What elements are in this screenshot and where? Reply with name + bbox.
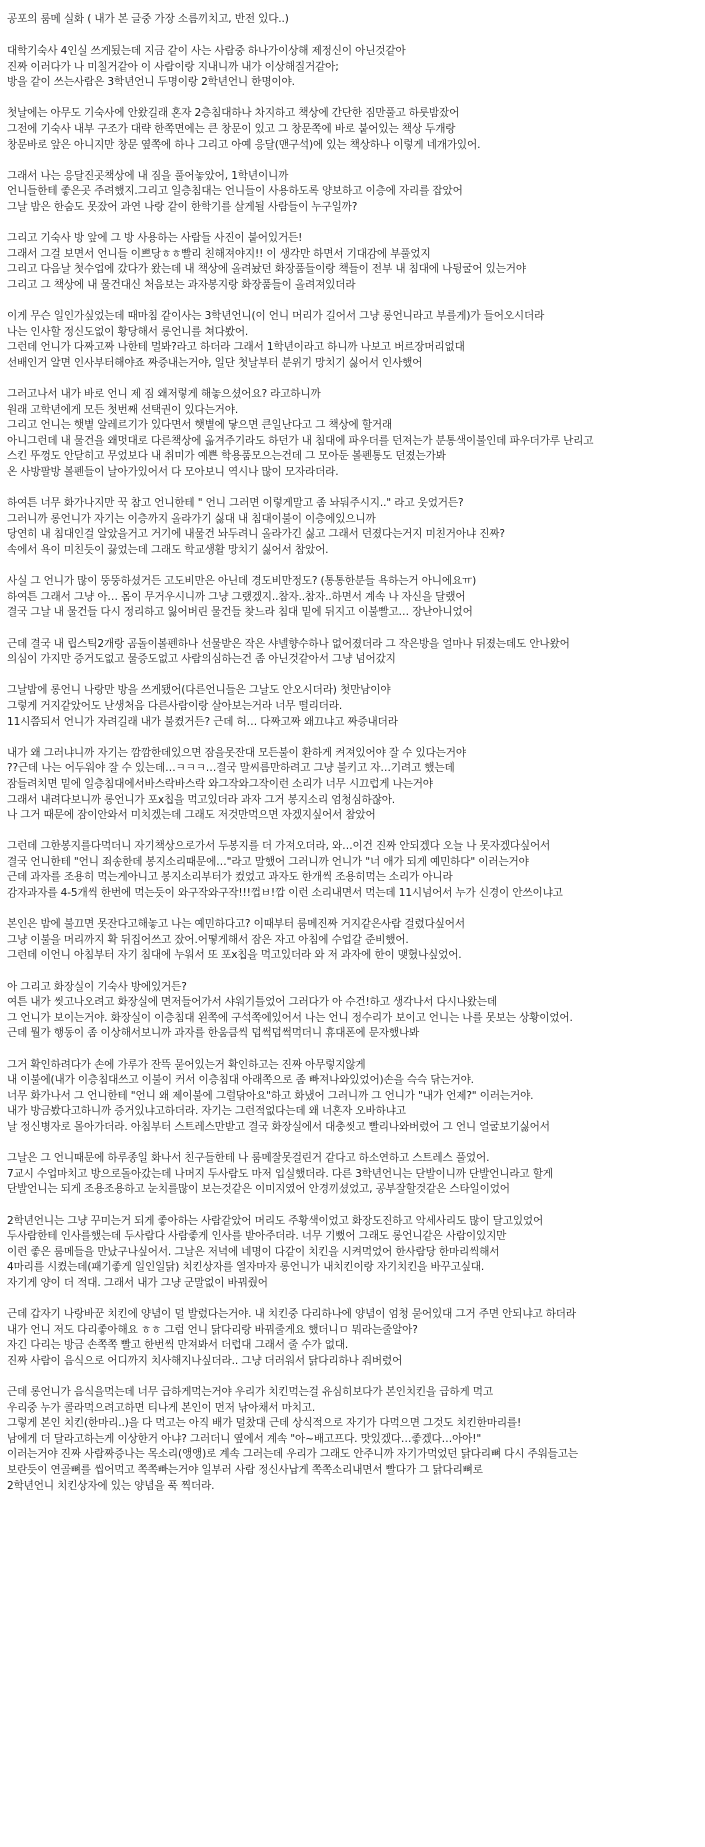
text-line: 11시쯤되서 언니가 자려길래 내가 불켰거든? 근데 허… 다짜고짜 왜끄냐고 짜증내더라 (7, 715, 398, 728)
text-line: 그 언니가 보이는거야. 화장실이 이층침대 왼쪽에 구석쪽에있어서 나는 언니 정수리가 보이고 언니는 나를 못보는 상황이었어. (7, 1011, 573, 1024)
text-line: 잠들려치면 밑에 일층침대에서바스락바스락 와그작와그작이런 소리가 너무 시끄럽게 나는거야 (7, 777, 433, 790)
text-line: 그런데 그한봉지를다먹더니 자기책상으로가서 두봉지를 더 가져오더라, 와…이건 진짜 안되겠다 오늘 나 못자겠다싶어서 (7, 840, 551, 853)
text-line: 스킨 뚜껑도 안닫히고 무었보다 내 취미가 예쁜 학용품모으는건데 그 모아둔 볼펜통도 던졌는가봐 (7, 450, 446, 463)
paragraph (7, 917, 695, 964)
text-line: 진짜 이러다가 나 미칠거같아 이 사람이랑 지내니까 내가 이상해질거같아; (7, 60, 339, 73)
paragraph (7, 169, 695, 216)
text-line: 너무 화가나서 그 언니한테 "언니 왜 제이불에 그럴닦아요"하고 화냈어 그러니까 그 언니가 "내가 언제?" 이러는거야. (7, 1089, 534, 1102)
text-line: 그래서 내려다보니까 롱언니가 포x칩을 먹고있더라 과자 그거 봉지소리 엄청심하잖아. (7, 793, 395, 806)
text-line: 우리중 누가 콜라먹으려고하면 티나게 본인이 먼저 낚아채서 마치고. (7, 1401, 316, 1414)
text-line: 그냥 이불을 머리까지 확 뒤집어쓰고 잤어.어떻게해서 잠은 자고 아침에 수업갈 준비했어. (7, 933, 409, 946)
text-line: 방을 같이 쓰는사람은 3학년언니 두명이랑 2학년언니 한명이야. (7, 76, 295, 89)
text-line: 창문바로 앞은 아니지만 창문 옆쪽에 하나 그리고 아예 응달(맨구석)에 있는 책상하나 이렇게 네개가있어. (7, 138, 481, 151)
text-line: 그런데 이언니 아침부터 자기 침대에 누워서 또 포x칩을 먹고있더라 와 저 과자에 한이 맺혔나싶었어. (7, 949, 462, 962)
text-line: 근데 뭘가 행동이 좀 이상해서보니까 과자를 한움큼씩 덥썩덥썩먹더니 휴대폰에 문자했나봐 (7, 1027, 420, 1040)
text-line: 여튼 내가 씻고나오려고 화장실에 면저들어가서 샤워기틀었어 그러다가 아 수건!하고 생각나서 다시나왔는데 (7, 996, 498, 1009)
paragraph (7, 231, 695, 293)
paragraph (7, 683, 695, 730)
text-line: 진짜 사람이 음식으로 어디까지 치사해지나싶더라.. 그냥 더러워서 닭다리하나 줘버렸어 (7, 1354, 403, 1367)
text-line: 이게 무슨 일인가싶었는데 때마침 같이사는 3학년언니(이 언니 머리가 길어서 그냥 롱언니라고 부를게)가 들어오시더라 (7, 310, 545, 323)
post-content (7, 44, 695, 1494)
text-line: 그렇게 본인 치킨(한마리..)을 다 먹고는 아직 배가 덜찼대 근데 상식적으로 자기가 다먹으면 그것도 치킨한마리를! (7, 1417, 522, 1430)
text-line: 2학년언니는 그냥 꾸미는거 되게 좋아하는 사람같았어 머리도 주황색이었고 화장도진하고 악세사리도 많이 달고있었어 (7, 1214, 544, 1227)
text-line: 당연히 내 침대인걸 알았을거고 거기에 내물건 놔두려니 올라가긴 싫고 그래서 던졌다는거지 미친거아냐 진짜? (7, 528, 505, 541)
text-line: 아 그리고 화장실이 기숙사 방에있거든? (7, 980, 187, 993)
text-line: 2학년언니 치킨상자에 있는 양념을 푹 찍더라. (7, 1479, 215, 1492)
text-line: 속에서 욕이 미친듯이 끓었는데 그래도 학교생활 망치기 싫어서 참았어. (7, 544, 329, 556)
text-line: 그전에 기숙사 내부 구조가 대략 한쪽면에는 큰 창문이 있고 그 창문쪽에 바로 붙어있는 책상 두개랑 (7, 122, 456, 135)
text-line: 남에게 더 달라고하는게 이상한거 아냐? 그러더니 옆에서 계속 "아~배고프다. 맛있겠다…좋겠다…아아!" (7, 1432, 482, 1445)
text-line: 대학기숙사 4인실 쓰게됬는데 지금 같이 사는 사람중 하나가이상해 제정신이 아닌것같아 (7, 45, 406, 57)
text-line: 첫날에는 아무도 기숙사에 안왔길래 혼자 2층침대하나 차지하고 책상에 간단한 짐만풀고 하룻밤잤어 (7, 107, 460, 120)
text-line: 자기게 양이 더 적대. 그래서 내가 그냥 군말없이 바꿔줬어 (7, 1276, 268, 1289)
text-line: 내가 언니 저도 다리좋아해요 ㅎㅎ 그럼 언니 닭다리랑 바꿔줄게요 했더니ㅁ 뭐라는줄알아? (7, 1323, 418, 1336)
text-line: 본인은 밤에 불끄면 못잔다고해놓고 나는 예민하다고? 이때부터 룸메진짜 거지같은사람 걸렸다싶어서 (7, 918, 465, 931)
text-line: 결국 언니한테 "언니 죄송한데 봉지소리때문에…"라고 말했어 그러니까 언니가 "너 애가 되게 예민하다" 이러는거야 (7, 855, 529, 868)
paragraph (7, 1151, 695, 1198)
text-line: 7교시 수업마치고 방으로돌아갔는데 나머지 두사람도 마저 입실했더라. 다른 3학년언니는 단발이니까 단발언니라고 할게 (7, 1167, 553, 1180)
paragraph (7, 980, 695, 1042)
paragraph (7, 637, 695, 668)
text-line: 그런데 언니가 다짜고짜 나한테 멀봐?라고 하더라 그래서 1학년이라고 하니까 나보고 버르장머리없대 (7, 341, 465, 354)
paragraph (7, 839, 695, 901)
paragraph (7, 574, 695, 621)
text-line: 그거 확인하려다가 손에 가루가 잔뜩 묻어있는거 확인하고는 진짜 아무렇지않게 (7, 1058, 366, 1071)
text-line: 날 정신병자로 몰아가더라. 아침부터 스트레스만받고 결국 화장실에서 대충씻고 빨리나와버렸어 그 언니 얼굴보기싫어서 (7, 1120, 550, 1133)
text-line: 이러는거야 진짜 사람짜증나는 목소리(앵앵)로 계속 그러는데 우리가 그래도 안주니까 자기가먹었던 닭다리뼈 다시 주워들고는 (7, 1448, 578, 1461)
paragraph (7, 1058, 695, 1136)
text-line: 그날은 그 언니때문에 하루종일 화나서 친구들한테 나 룸메잘못걸린거 같다고 하소연하고 스트레스 풀었어. (7, 1152, 490, 1165)
paragraph (7, 387, 695, 481)
paragraph (7, 106, 695, 153)
text-line: 결국 그날 내 물건들 다시 정리하고 잃어버린 물건들 찾느라 침대 밑에 뒤지고 이불빨고… 장난아니었어 (7, 606, 473, 619)
paragraph (7, 1214, 695, 1292)
text-line: 그래서 나는 응달진곳책상에 내 짐을 풀어놓았어, 1학년이니까 (7, 169, 289, 182)
text-line: 그렇게 거지같았어도 난생처음 다른사람이랑 살아보는거라 너무 떨리더라. (7, 699, 343, 712)
text-line: 그리고 기숙사 방 앞에 그 방 사용하는 사람들 사진이 붙어있거든! (7, 232, 303, 245)
paragraph (7, 1385, 695, 1494)
text-line: 그날밤에 롱언니 나랑만 방을 쓰게됐어(다른언니들은 그날도 안오시더라) 첫만남이야 (7, 684, 391, 697)
paragraph (7, 44, 695, 91)
text-line: 감자과자를 4-5개씩 한번에 먹는듯이 와구작와구작!!!껍ㅂ!깝 이런 소리내면서 먹는데 11시넘어서 누가 신경이 안쓰이냐고 (7, 887, 563, 900)
text-line: 내가 방금봤다고하니까 증거있냐고하더라. 자기는 그런적없다는데 왜 너혼자 오바하냐고 (7, 1105, 406, 1118)
text-line: 원래 고학년에게 모든 첫번째 선택권이 있다는거야. (7, 403, 239, 416)
text-line: 보란듯이 연골뼈를 씹어먹고 쪽쪽빠는거야 일부러 사람 정신사납게 쪽쪽소리내면서 빨다가 그 닭다리뼈로 (7, 1464, 483, 1477)
text-line: 사실 그 언니가 많이 뚱뚱하셨거든 고도비만은 아닌데 경도비만정도? (통통한분들 욕하는거 아니에요ㅠ) (7, 575, 477, 588)
paragraph (7, 746, 695, 824)
text-line: 하여튼 너무 화가나지만 꾹 참고 언니한테 " 언니 그러면 이렇게말고 좀 놔둬주시지.." 라고 웃었거든? (7, 497, 464, 510)
paragraph (7, 1307, 695, 1369)
text-line: 그러고나서 내가 바로 언니 제 짐 왜저렇게 해놓으셨어요? 라고하니까 (7, 388, 321, 401)
text-line: 선배인거 알면 인사부터해야죠 짜증내는거야, 일단 첫날부터 분위기 망치기 싫어서 인사했어 (7, 356, 423, 369)
text-line: 그래서 그걸 보면서 언니들 이쁘당ㅎㅎ빨리 친해져야지!! 이 생각만 하면서 기대감에 부풀었지 (7, 247, 431, 260)
text-line: 내 이불에(내가 이층침대쓰고 이불이 커서 이층침대 아래쪽으로 좀 빠져나와있었어)손을 슥슥 닦는거야. (7, 1074, 474, 1087)
text-line: 근데 롱언니가 음식을먹는데 너무 급하게먹는거야 우리가 치킨먹는걸 유심히보다가 본인치킨을 급하게 먹고 (7, 1386, 493, 1399)
post-title: 공포의 룸메 실화 ( 내가 본 글중 가장 소름끼치고, 반전 있다..) (7, 13, 289, 25)
text-line: 근데 갑자기 나랑바꾼 치킨에 양념이 덜 발렸다는거야. 내 치킨중 다리하나에 양념이 엄청 묻어있대 그거 주면 안되냐고 하더라 (7, 1308, 576, 1321)
text-line: 두사람한테 인사를했는데 두사람다 사람좋게 인사를 받아주더라. 너무 기뻤어 그래도 롱언니같은 사람이있지만 (7, 1230, 507, 1243)
text-line: 내가 왜 그러냐니까 자기는 깜깜한데있으면 잠을못잔대 모든불이 환하게 켜져있어야 잘 수 있다는거야 (7, 746, 466, 759)
text-line: 하여튼 그래서 그냥 아… 몸이 무거우시니까 그냥 그랬겠지..참자..참자..하면서 계속 나 자신을 달랬어 (7, 590, 466, 603)
text-line: 의심이 가지만 증거도없고 물증도없고 사람의심하는건 좀 아닌것같아서 그냥 넘어갔지 (7, 653, 396, 666)
text-line: 근데 결국 내 립스틱2개랑 곰돌이볼펜하나 선물받은 작은 샤넬향수하나 없어졌더라 그 작은방을 얼마나 뒤졌는데도 안나왔어 (7, 637, 570, 650)
text-line: 4마리를 시켰는데(패기좋게 일인일닭) 치킨상자를 열자마자 롱언니가 내치킨이랑 자기치킨을 바꾸고싶대. (7, 1261, 485, 1274)
text-line: 단발언니는 되게 조용조용하고 눈치를많이 보는것같은 이미지였어 안경끼셨었고, 공부잘할것같은 스타일이었어 (7, 1183, 510, 1196)
paragraph (7, 496, 695, 558)
paragraph (7, 309, 695, 371)
text-line: ??근데 나는 어두워야 잘 수 있는데…ㅋㅋㅋ…결국 말씨름만하려고 그냥 불키고 자…기려고 했는데 (7, 762, 455, 775)
text-line: 언니들한테 좋은곳 주려했지.그리고 일층침대는 언니들이 사용하도록 양보하고 이층에 자리를 잡았어 (7, 185, 463, 198)
text-line: 온 사방팔방 볼펜들이 날아가있어서 다 모아보니 역시나 많이 모자라더라. (7, 466, 339, 479)
text-line: 그날 밤은 한숨도 못잤어 과연 나랑 같이 한학기를 살게될 사람들이 누구일까? (7, 200, 358, 213)
text-line: 나 그거 때문에 잠이안와서 미치겠는데 그래도 저것만먹으면 자겠지싶어서 참았어 (7, 809, 376, 822)
text-line: 나는 인사할 정신도없이 황당해서 롱언니를 쳐다봤어. (7, 325, 249, 338)
text-line: 이런 좋은 룸메들을 만났구나싶어서. 그날은 저녁에 네명이 다같이 치킨을 시켜먹었어 한사람당 한마리씩해서 (7, 1245, 500, 1258)
text-line: 아니그런데 내 물건을 왜멋대로 다른책상에 옮겨주기라도 하던가 내 침대에 파우더를 던져는가 분통색이불인데 파우더가루 난리고 (7, 434, 594, 447)
text-line: 그러니까 롱언니가 자기는 이층까지 올라가기 싫대 내 침대이불이 이층에있으니까 (7, 512, 376, 525)
text-line: 그리고 언니는 햇볕 알레르기가 있다면서 햇볕에 닿으면 큰일난다고 그 책상에 할거래 (7, 419, 393, 432)
text-line: 그리고 그 책상에 내 물건대신 처음보는 과자봉지랑 화장품들이 올려져있더라 (7, 278, 356, 291)
text-line: 그리고 다음날 첫수업에 갔다가 왔는데 내 책상에 올려놨던 화장품들이랑 책들이 전부 내 침대에 나뒹굴어 있는거야 (7, 263, 526, 276)
text-line: 근데 과자를 조용히 먹는게아니고 봉지소리부터가 컸었고 과자도 한개씩 조용히먹는 소리가 아니라 (7, 871, 453, 884)
text-line: 자긴 다리는 방금 손쪽쪽 빨고 한번씩 만져봐서 더럽대 그래서 줄 수가 없대. (7, 1339, 349, 1352)
